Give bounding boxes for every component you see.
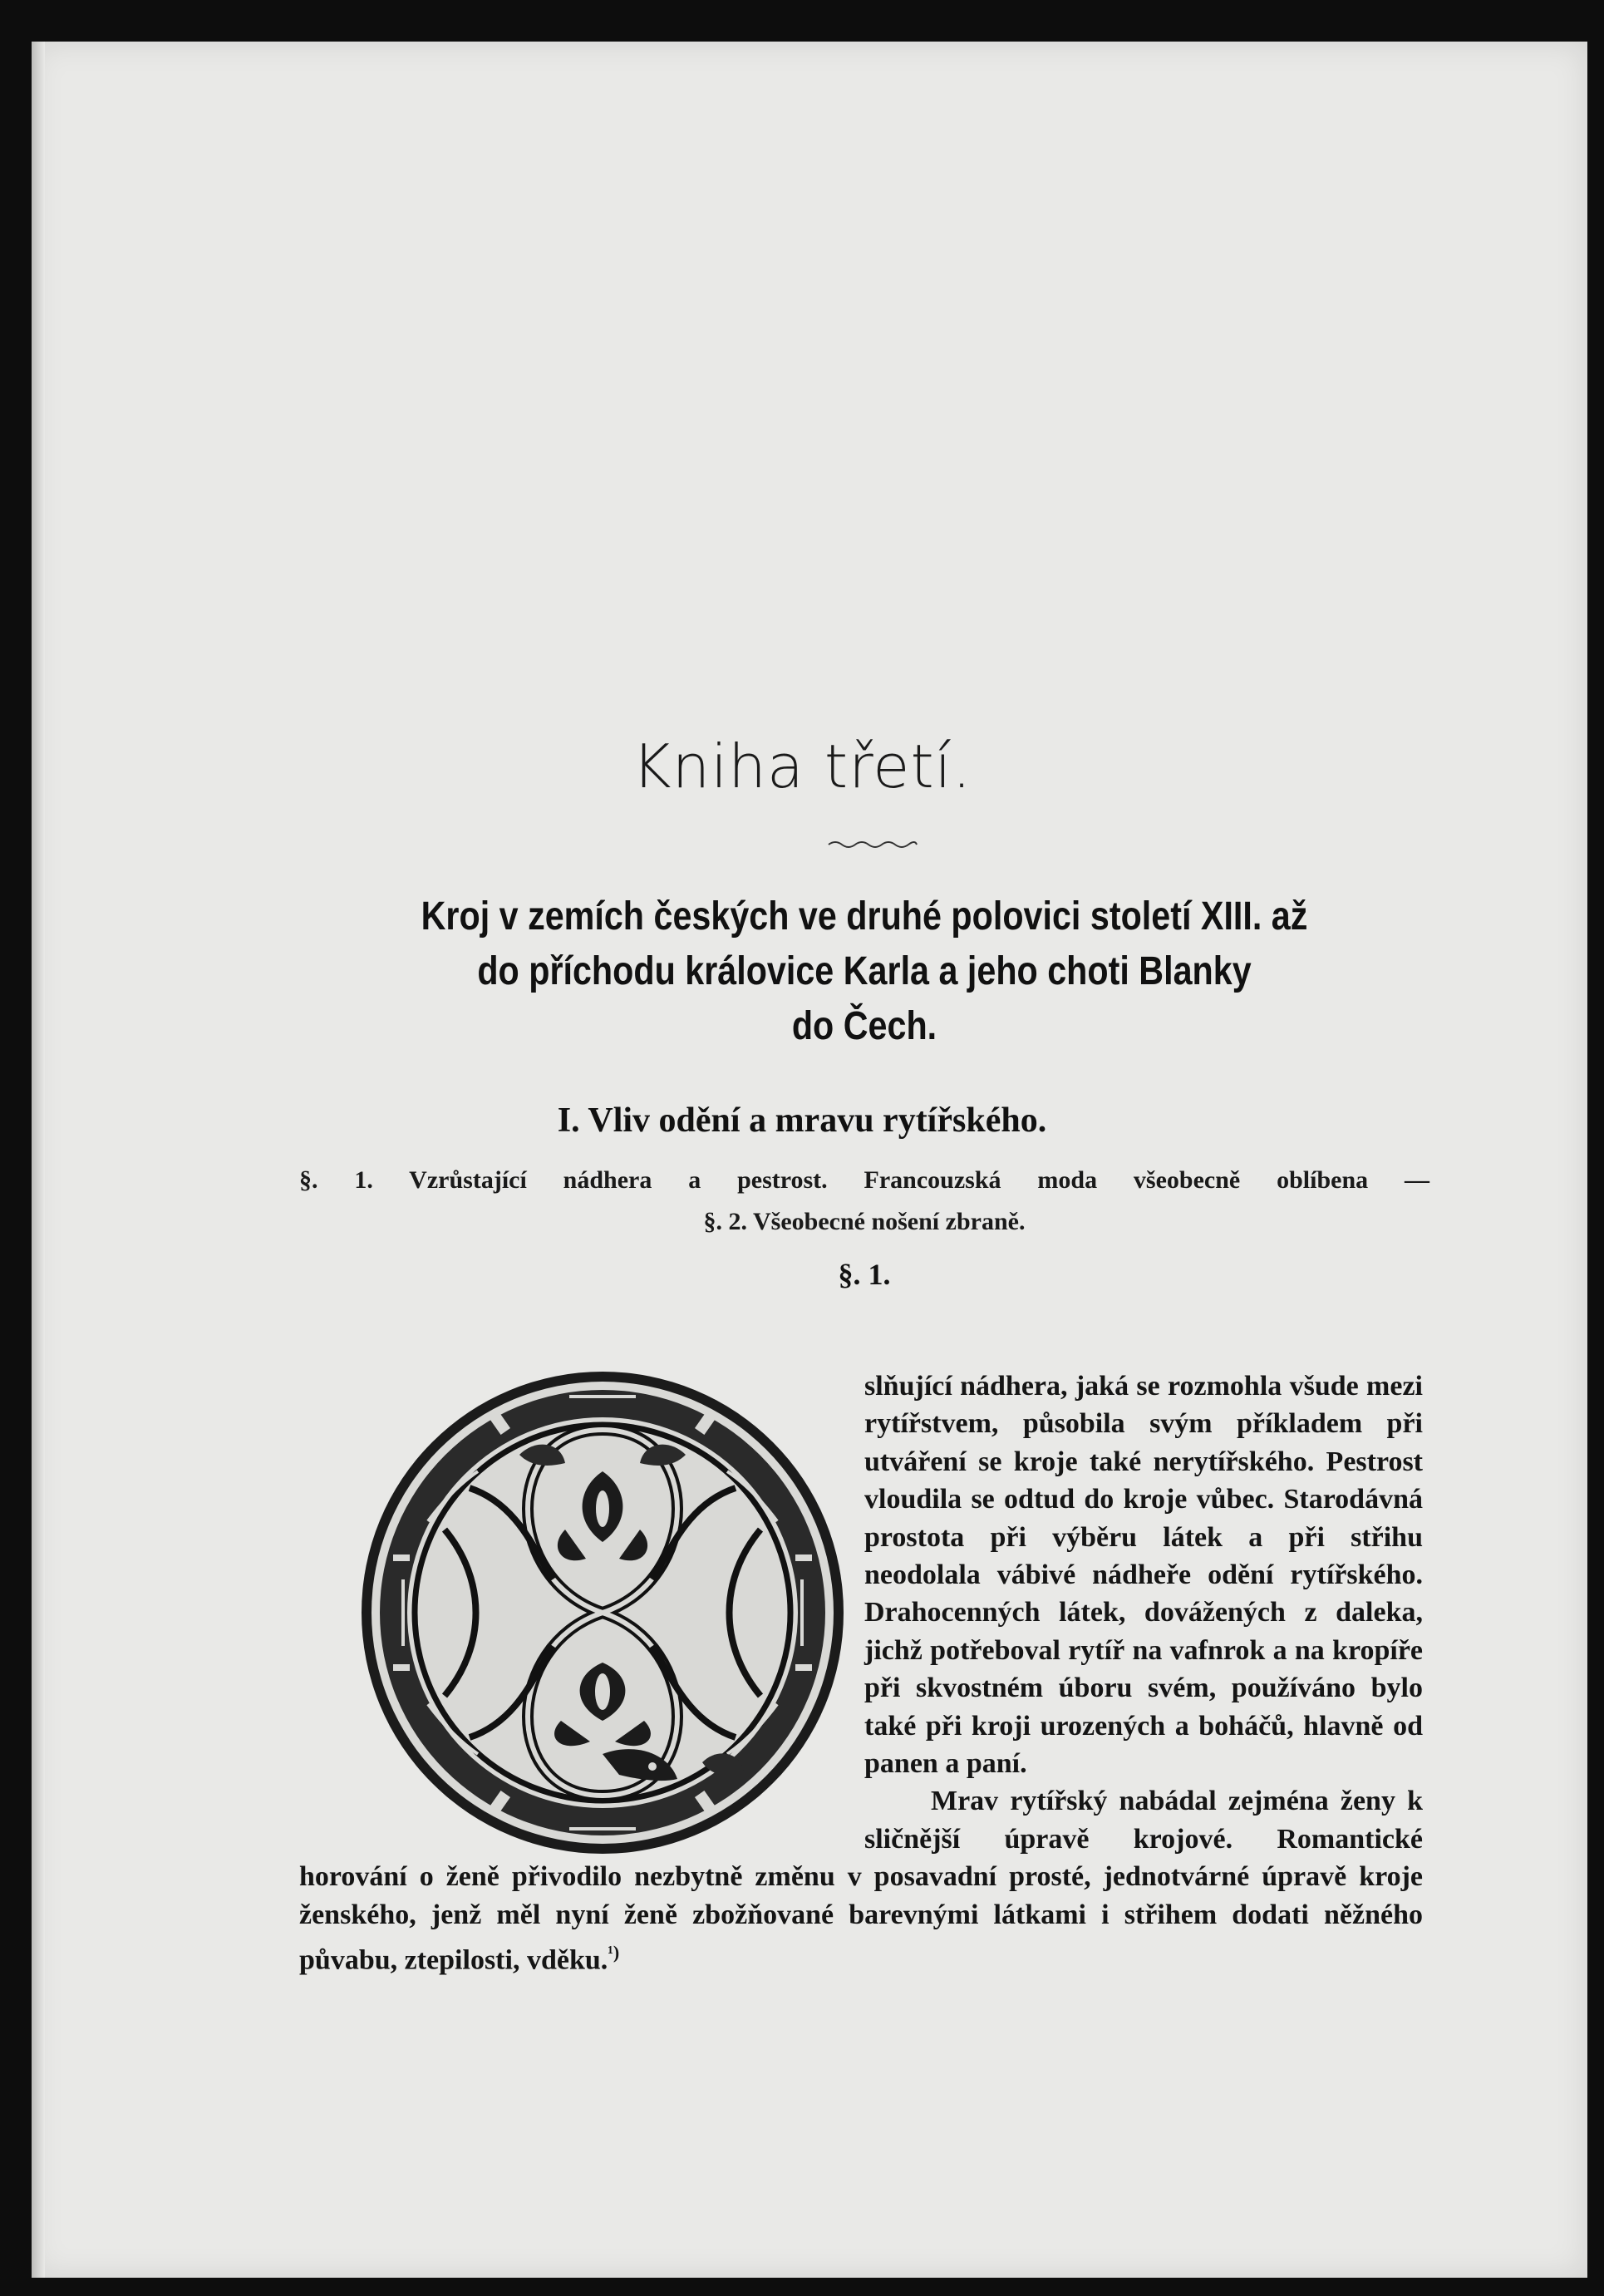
chapter-heading-line-2: do příchodu královice Karla a jeho choti Blanky	[477, 949, 1252, 993]
body-paragraph-1: slňující nádhera, jaká se rozmohla všude mezi rytířstvem, působila svým příkladem při utváření se kroje také nerytířského. Pestrost vloudila se odtud do kroje vůbec. Starodávná prostota při výběru látek a při střihu neodolala vábivé nádheře odění rytířského. Drahocenných látek, dovážených z daleka, jichž potřeboval rytíř na vafnrok a na kropíře při skvostném úboru svém, používáno bylo také při kroji urozených a boháčů, hlavně od panen a paní.	[864, 1371, 1423, 1780]
book-title: Kniha třetí.	[632, 732, 972, 801]
section-title: I. Vliv odění a mravu rytířského.	[557, 1101, 1047, 1140]
summary-line-2: §. 2. Všeobecné nošení zbraně.	[703, 1208, 1026, 1235]
chapter-heading-line-1: Kroj v zemích českých ve druhé polovici století XIII. až	[421, 894, 1308, 939]
chapter-heading	[378, 889, 1351, 1054]
summary-line-1: §. 1. Vzrůstající nádhera a pestrost. Francouzská moda všeobecně oblíbena —	[299, 1166, 1429, 1194]
section-summary	[299, 1160, 1429, 1243]
body-paragraph-2-text: Mrav rytířský nabádal zejména ženy k sličnější úpravě krojové. Romantické horování o ženě přivodilo nezbytně změnu v posavadní prosté, jednotvárné úpravě kroje ženského, jenž měl nyní ženě zbožňované barevnými látkami i střihem dodati něžného půvabu, ztepilosti, vděku.	[299, 1786, 1423, 1976]
footnote-reference: ¹)	[608, 1942, 620, 1963]
body-text	[299, 1367, 1423, 1979]
chapter-heading-line-3: do Čech.	[791, 1004, 937, 1048]
title-ornament	[827, 838, 918, 850]
paragraph-mark: §. 1.	[838, 1258, 891, 1291]
initial-spacer	[299, 1367, 864, 1825]
page-edge-shadow	[32, 42, 45, 2278]
